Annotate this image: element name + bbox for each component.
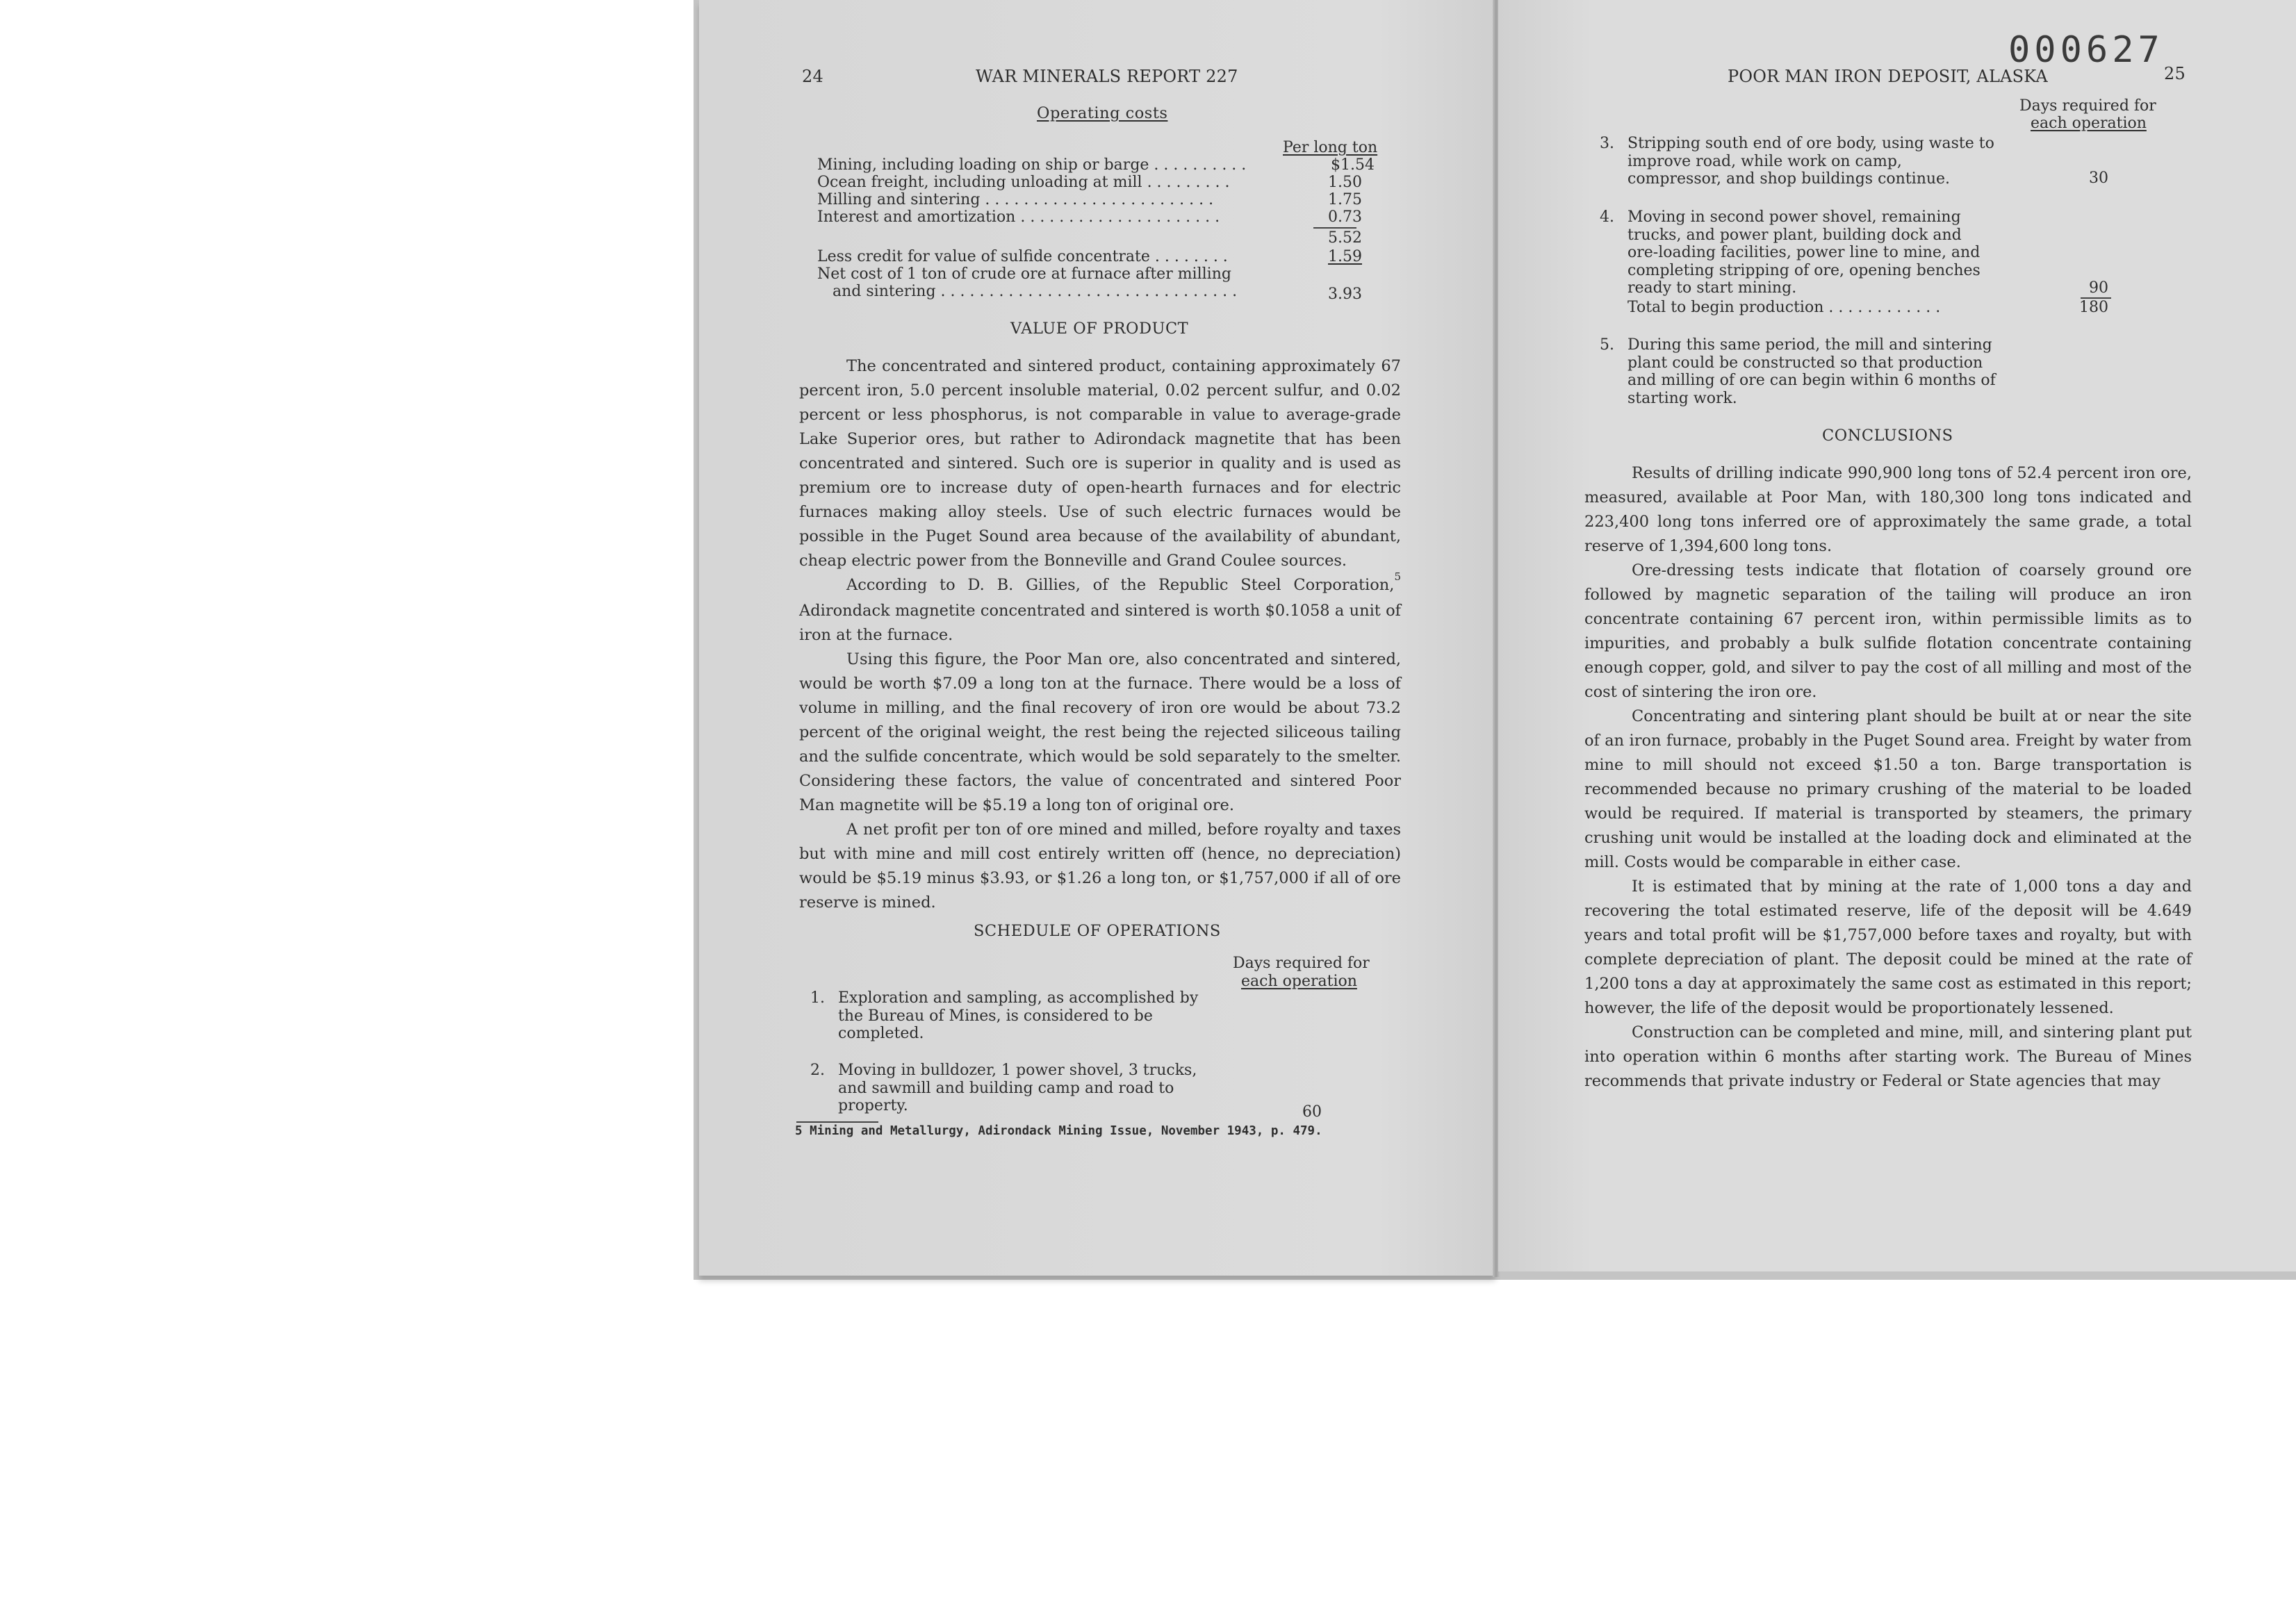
conclusions-body xyxy=(1584,461,2192,1094)
left-page xyxy=(699,0,1495,1276)
op-text: Moving in second power shovel, remaining trucks, and power plant, building dock and ore-loading facilities, power line to mine, and completing stripping of ore, opening benches ready to start mining. xyxy=(1627,208,1981,297)
paragraph: It is estimated that by mining at the rate of 1,000 tons a day and recovering the total estimated reserve, life of the deposit will be 4.649 years and total profit will be $1,757,000 before taxes and royalty, but with complete depreciation of plant. The deposit could be mined at the rate of 1,200 tons a day at approximately the same cost as estimated in this report; however, the life of the deposit would be proportionately lessened. xyxy=(1584,878,2192,1017)
paragraph: A net profit per ton of ore mined and milled, before royalty and taxes but with mine and mill cost entirely written off (hence, no depreciation) would be $5.19 minus $3.93, or $1.26 a long ton, or $1,757,000 if all of ore reserve is mined. xyxy=(799,821,1401,912)
days-header-2: each operation xyxy=(2031,115,2147,132)
cost-value: $1.54 xyxy=(1331,156,1375,174)
subtotal-rule xyxy=(1313,227,1356,229)
running-head: WAR MINERALS REPORT 227 xyxy=(976,67,1238,86)
days-header-2: each operation xyxy=(1241,973,1357,990)
cost-row: Mining, including loading on ship or barge . . . . . . . . . . xyxy=(817,156,1247,174)
paragraph: According to D. B. Gillies, of the Republic Steel Corporation,$^5$ Adirondack magnetite concentrated and sintered is worth $0.1058 a unit of iron at the furnace. xyxy=(799,570,1401,644)
page-number: 25 xyxy=(2164,64,2186,83)
net-cost-label-1: Net cost of 1 ton of crude ore at furnace after milling xyxy=(817,265,1231,283)
cost-value: 0.73 xyxy=(1328,208,1362,226)
op-text: Exploration and sampling, as accomplished by the Bureau of Mines, is considered to be completed. xyxy=(838,989,1199,1042)
paragraph: Construction can be completed and mine, mill, and sintering plant put into operation within 6 months after starting work. The Bureau of Mines recommends that private industry or Federal or State agencies that may xyxy=(1584,1023,2192,1090)
value-of-product-heading: VALUE OF PRODUCT xyxy=(1010,320,1189,338)
page-number: 24 xyxy=(802,67,823,86)
cost-row: Milling and sintering . . . . . . . . . . . . . . . . . . . . . . . . xyxy=(817,191,1214,208)
op-text: Moving in bulldozer, 1 power shovel, 3 trucks, and sawmill and building camp and road to property. xyxy=(838,1062,1197,1114)
footnote: 5 Mining and Metallurgy, Adirondack Mining Issue, November 1943, p. 479. xyxy=(795,1124,1322,1138)
days-header-1: Days required for xyxy=(1233,955,1370,972)
cost-value: 1.75 xyxy=(1328,191,1362,208)
total-value: 180 xyxy=(2079,299,2108,316)
net-cost-value: 3.93 xyxy=(1328,286,1362,303)
paragraph: Ore-dressing tests indicate that flotation of coarsely ground ore followed by magnetic separation of the tailing will produce an iron concentrate containing 67 percent iron, within permissible limits as to impurities, and probably a bulk sulfide flotation concentrate containing enough copper, gold, and silver to pay the cost of all milling and most of the cost of sintering the iron ore. xyxy=(1584,561,2192,701)
op-number: 4. xyxy=(1600,208,1614,226)
paragraph: Using this figure, the Poor Man ore, also concentrated and sintered, would be worth $7.09 a long ton at the furnace. There would be a loss of volume in milling, and the final recovery of iron ore would be about 73.2 percent of the original weight, the rest being the rejected siliceous tailing and the sulfide concentrate, which would be sold separately to the smelter. Considering these factors, the value of concentrated and sintered Poor Man magnetite will be $5.19 a long ton of original ore. xyxy=(799,650,1401,814)
schedule-heading: SCHEDULE OF OPERATIONS xyxy=(974,922,1221,940)
right-page xyxy=(1498,0,2296,1271)
op-number: 2. xyxy=(810,1062,825,1079)
paragraph: Concentrating and sintering plant should be built at or near the site of an iron furnace, probably in the Puget Sound area. Freight by water from mine to mill should not exceed $1.50 a ton. Barge transportation is recommended because no primary crushing of the material to be loaded would be required. If material is transported by steamers, the primary crushing unit would be installed at the loading dock and eliminated at the mill. Costs would be comparable in either case. xyxy=(1584,707,2192,871)
op-number: 3. xyxy=(1600,135,1614,152)
paragraph: Results of drilling indicate 990,900 long tons of 52.4 percent iron ore, measured, available at Poor Man, with 180,300 long tons indicated and 223,400 long tons inferred ore of approximately the same grade, a total reserve of 1,394,600 long tons. xyxy=(1584,464,2192,555)
op-days: 30 xyxy=(2089,170,2108,187)
footnote-rule xyxy=(796,1121,878,1123)
days-header-1: Days required for xyxy=(2019,97,2156,115)
credit-value: 1.59 xyxy=(1328,248,1362,265)
op-number: 5. xyxy=(1600,336,1614,354)
subtotal-value: 5.52 xyxy=(1328,229,1362,247)
op-days: 90 xyxy=(2089,279,2108,297)
credit-label: Less credit for value of sulfide concentrate . . . . . . . . xyxy=(817,248,1228,265)
cost-value: 1.50 xyxy=(1328,174,1362,191)
op-number: 1. xyxy=(810,989,825,1007)
cost-rows xyxy=(817,156,1298,226)
footnote-ref: 5 xyxy=(1394,570,1401,583)
running-head: POOR MAN IRON DEPOSIT, ALASKA xyxy=(1728,67,2048,86)
cost-row: Ocean freight, including unloading at mill . . . . . . . . . xyxy=(817,174,1230,191)
net-cost-label-2: and sintering . . . . . . . . . . . . . . . . . . . . . . . . . . . . . . . xyxy=(833,283,1238,300)
value-body xyxy=(799,354,1401,915)
page-stamp: 000627 xyxy=(2008,29,2164,71)
cost-row: Interest and amortization . . . . . . . . . . . . . . . . . . . . . xyxy=(817,208,1220,226)
operating-costs-title: Operating costs xyxy=(1037,104,1168,122)
conclusions-heading: CONCLUSIONS xyxy=(1822,427,1953,445)
paragraph: The concentrated and sintered product, containing approximately 67 percent iron, 5.0 percent insoluble material, 0.02 percent sulfur, and 0.02 percent or less phosphorus, is not comparable in value to average-grade Lake Superior ores, but rather to Adirondack magnetite that has been concentrated and sintered. Such ore is superior in quality and is used as premium ore to increase duty of open-hearth furnaces and for electric furnaces making alloy steels. Use of such electric furnaces would be possible in the Puget Sound area because of the availability of abundant, cheap electric power from the Bonneville and Grand Coulee sources. xyxy=(799,357,1401,570)
op-text: Stripping south end of ore body, using waste to improve road, while work on camp, compressor, and shop buildings continue. xyxy=(1627,135,1994,188)
per-long-ton-header: Per long ton xyxy=(1283,139,1378,156)
total-label: Total to begin production . . . . . . . . . . . . xyxy=(1627,299,1941,316)
op-text: During this same period, the mill and sintering plant could be constructed so that production and milling of ore can begin within 6 months of starting work. xyxy=(1627,336,1996,407)
op-days: 60 xyxy=(1302,1103,1322,1121)
